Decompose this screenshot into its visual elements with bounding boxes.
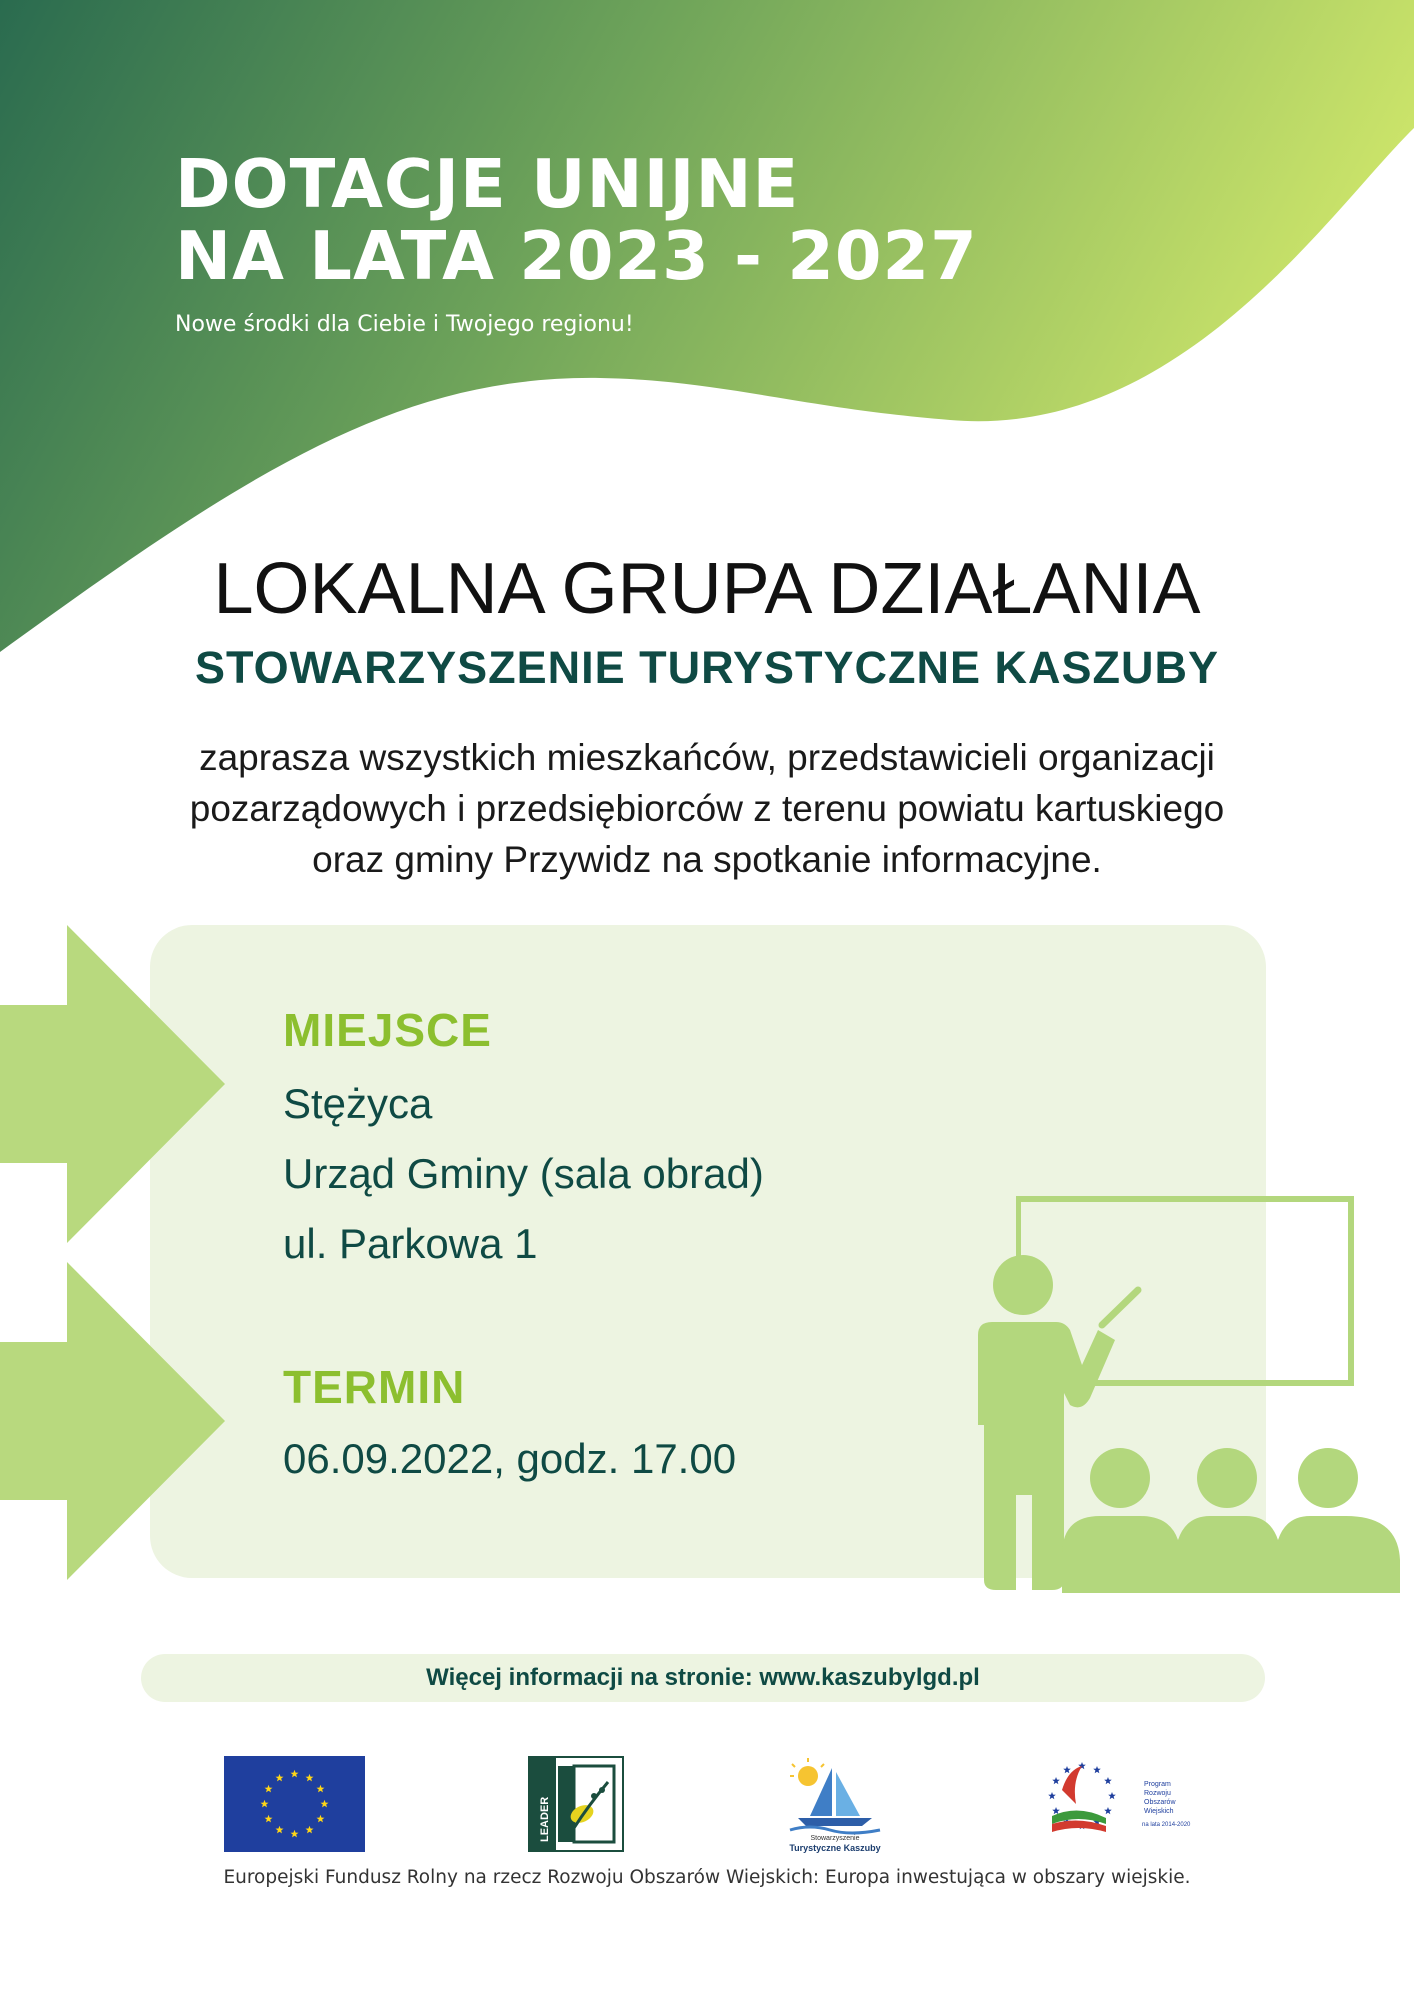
prow-logo-line5: na lata 2014-2020 — [1142, 1822, 1191, 1828]
leader-logo-text: LEADER — [539, 1796, 551, 1842]
stk-logo-line1: Stowarzyszenie — [810, 1835, 860, 1842]
star-icon — [1108, 1792, 1116, 1799]
prow-logo-line3: Obszarów — [1144, 1799, 1176, 1806]
intro-text — [100, 732, 1314, 885]
prow-logo — [1042, 1760, 1191, 1846]
intro-line3: oraz gminy Przywidz na spotkanie informacyjne. — [312, 839, 1102, 880]
prow-logo-line4: Wiejskich — [1144, 1808, 1174, 1815]
star-icon — [1104, 1777, 1112, 1784]
star-icon — [1048, 1792, 1056, 1799]
date-value: 06.09.2022, godz. 17.00 — [283, 1435, 737, 1482]
star-icon — [1052, 1807, 1060, 1814]
intro-line1: zaprasza wszystkich mieszkańców, przedstawicieli organizacji — [199, 737, 1215, 778]
prow-logo-line1: Program — [1144, 1781, 1171, 1788]
prow-logo-line2: Rozwoju — [1144, 1790, 1171, 1797]
teacher-presentation-icon — [930, 1190, 1410, 1595]
arrow-right-icon — [0, 925, 225, 1243]
star-icon — [1063, 1766, 1071, 1773]
arrow-right-icon — [0, 1262, 225, 1580]
place-city: Stężyca — [283, 1080, 433, 1127]
organization-name: STOWARZYSZENIE TURYSTYCZNE KASZUBY — [194, 642, 1220, 693]
more-info-bar: Więcej informacji na stronie: www.kaszubylgd.pl — [141, 1654, 1265, 1702]
hero-title-line2: NA LATA 2023 - 2027 — [175, 217, 978, 295]
eu-flag-icon — [224, 1756, 365, 1852]
hero-subtitle: Nowe środki dla Ciebie i Twojego regionu! — [175, 312, 634, 337]
stk-logo — [780, 1754, 890, 1854]
stk-logo-line2: Turystyczne Kaszuby — [789, 1843, 881, 1853]
leader-logo — [528, 1756, 624, 1852]
footer-text: Europejski Fundusz Rolny na rzecz Rozwoju Obszarów Wiejskich: Europa inwestująca w obszary wiejskie. — [223, 1867, 1191, 1888]
date-heading: TERMIN — [283, 1361, 466, 1413]
organization-title: LOKALNA GRUPA DZIAŁANIA — [213, 549, 1201, 629]
star-icon — [1093, 1766, 1101, 1773]
star-icon — [1052, 1777, 1060, 1784]
place-heading: MIEJSCE — [283, 1004, 492, 1056]
intro-line2: pozarządowych i przedsiębiorców z terenu powiatu kartuskiego — [189, 788, 1225, 829]
star-icon — [1104, 1807, 1112, 1814]
place-venue: Urząd Gminy (sala obrad) — [283, 1150, 764, 1197]
place-address: ul. Parkowa 1 — [283, 1220, 538, 1267]
hero-title-line1: DOTACJE UNIJNE — [175, 145, 800, 223]
hero-title — [175, 145, 978, 295]
